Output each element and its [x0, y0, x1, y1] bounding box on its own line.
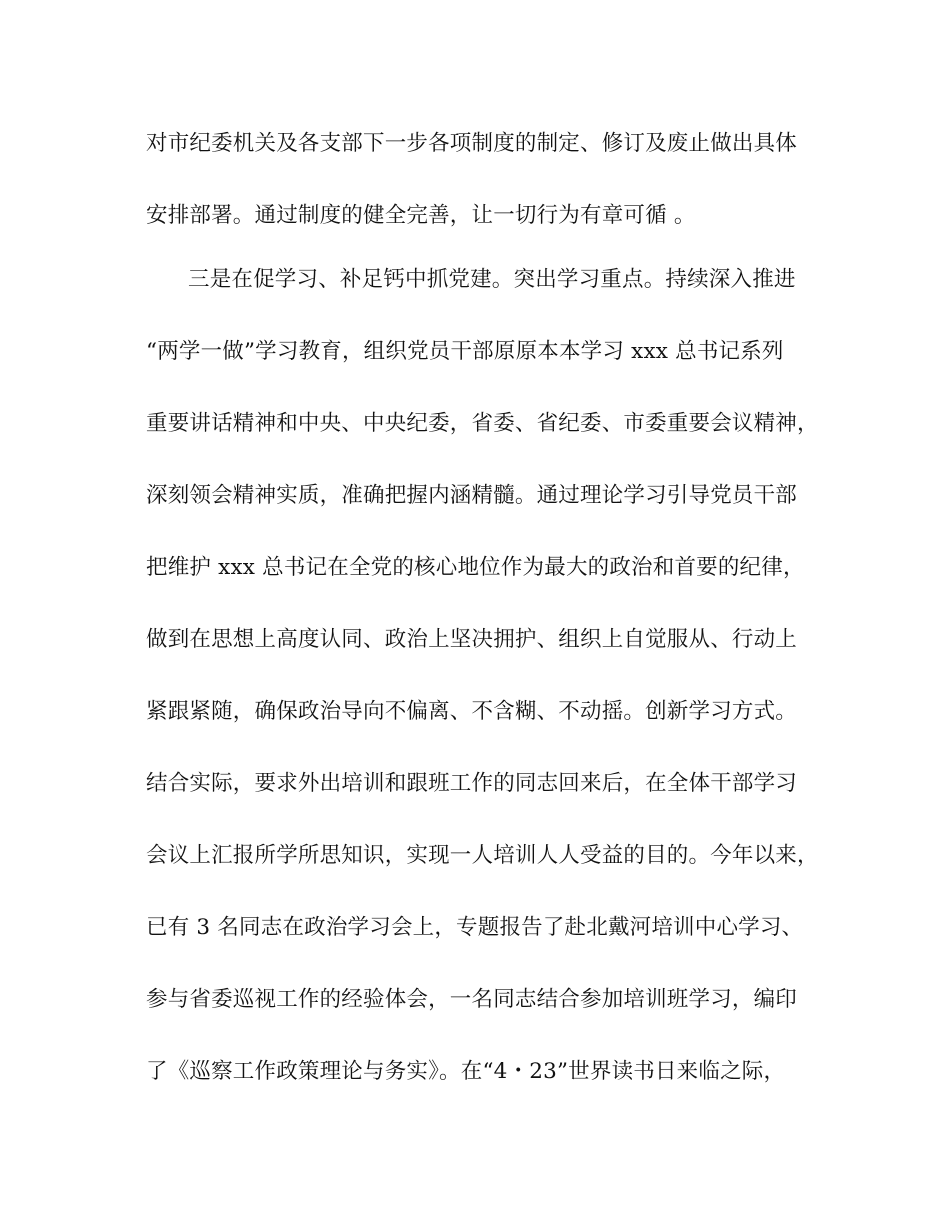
text-line-6: 深刻领会精神实质，准确把握内涵精髓。通过理论学习引导党员干部	[146, 483, 798, 508]
text-line-1: 对市纪委机关及各支部下一步各项制度的制定、修订及废止做出具体	[146, 131, 798, 156]
paragraph-start-line: 三是在促学习、补足钙中抓党建。突出学习重点。持续深入推进	[188, 267, 796, 292]
text-line-5: 重要讲话精神和中央、中央纪委，省委、省纪委、市委重要会议精神，	[146, 411, 819, 436]
text-line-2: 安排部署。通过制度的健全完善，让一切行为有章可循 。	[146, 203, 696, 228]
text-line-13: 参与省委巡视工作的经验体会，一名同志结合参加培训班学习，编印	[146, 987, 798, 1012]
text-line-14: 了《巡察工作政策理论与务实》。在“4・23”世界读书日来临之际，	[146, 1059, 786, 1084]
text-line-10: 结合实际，要求外出培训和跟班工作的同志回来后，在全体干部学习	[146, 771, 798, 796]
text-line-4: “两学一做”学习教育，组织党员干部原原本本学习 xxx 总书记系列	[146, 339, 784, 364]
text-line-8: 做到在思想上高度认同、政治上坚决拥护、组织上自觉服从、行动上	[146, 627, 798, 652]
text-line-9: 紧跟紧随，确保政治导向不偏离、不含糊、不动摇。创新学习方式。	[146, 699, 798, 724]
text-line-12: 已有 3 名同志在政治学习会上，专题报告了赴北戴河培训中心学习、	[146, 915, 804, 940]
text-line-7: 把维护 xxx 总书记在全党的核心地位作为最大的政治和首要的纪律，	[146, 555, 805, 580]
text-line-11: 会议上汇报所学所思知识，实现一人培训人人受益的目的。今年以来，	[146, 843, 819, 868]
